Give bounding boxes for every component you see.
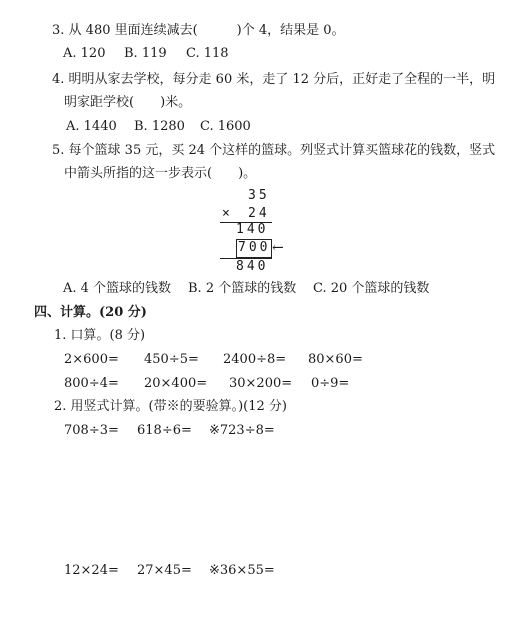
multiplier: 24 [248, 206, 270, 221]
q4-stem-line2: 明家距学校( )米。 [64, 95, 192, 110]
written-calc-item: 27×45= [137, 563, 192, 578]
arrow-left-icon: ← [272, 240, 284, 256]
oral-calc-item: 800÷4= [64, 376, 119, 391]
q5-stem-line1: 5. 每个篮球 35 元，买 24 个这样的篮球。列竖式计算买篮球花的钱数，竖式 [52, 143, 496, 158]
q5-stem-line2: 中箭头所指的这一步表示( )。 [64, 166, 257, 181]
product: 840 [236, 259, 269, 274]
oral-calc-item: 20×400= [144, 376, 208, 391]
q4-option-a: A. 1440 [66, 119, 117, 134]
part1-title: 1. 口算。(8 分) [54, 328, 146, 343]
q3-option-a: A. 120 [63, 46, 106, 61]
q3-option-b: B. 119 [124, 46, 167, 61]
written-calc-item: ※723÷8= [209, 423, 275, 438]
q4-stem-line1: 4. 明明从家去学校，每分走 60 米，走了 12 分后，正好走了全程的一半，明 [52, 72, 496, 87]
q4-option-b: B. 1280 [134, 119, 185, 134]
q5-option-b: B. 2 个篮球的钱数 [188, 281, 297, 296]
q5-option-a: A. 4 个篮球的钱数 [63, 281, 172, 296]
oral-calc-item: 2400÷8= [223, 352, 287, 367]
oral-calc-item: 450÷5= [144, 352, 199, 367]
multiplicand: 35 [248, 188, 270, 203]
multiply-sign: × [222, 206, 233, 221]
q3-option-c: C. 118 [186, 46, 229, 61]
oral-calc-item: 2×600= [64, 352, 119, 367]
oral-calc-item: 30×200= [229, 376, 293, 391]
written-calc-item: ※36×55= [209, 563, 275, 578]
q4-option-c: C. 1600 [200, 119, 251, 134]
q5-option-c: C. 20 个篮球的钱数 [313, 281, 430, 296]
partial-product-2: 700 [238, 240, 271, 255]
partial-product-1: 140 [236, 222, 269, 237]
oral-calc-item: 0÷9= [311, 376, 350, 391]
written-calc-item: 12×24= [64, 563, 119, 578]
oral-calc-item: 80×60= [308, 352, 363, 367]
written-calc-item: 618÷6= [137, 423, 192, 438]
section-title: 四、计算。(20 分) [34, 305, 147, 320]
written-calc-item: 708÷3= [64, 423, 119, 438]
q3-stem: 3. 从 480 里面连续减去( )个 4，结果是 0。 [52, 23, 345, 38]
part2-title: 2. 用竖式计算。(带※的要验算。)(12 分) [54, 399, 287, 414]
